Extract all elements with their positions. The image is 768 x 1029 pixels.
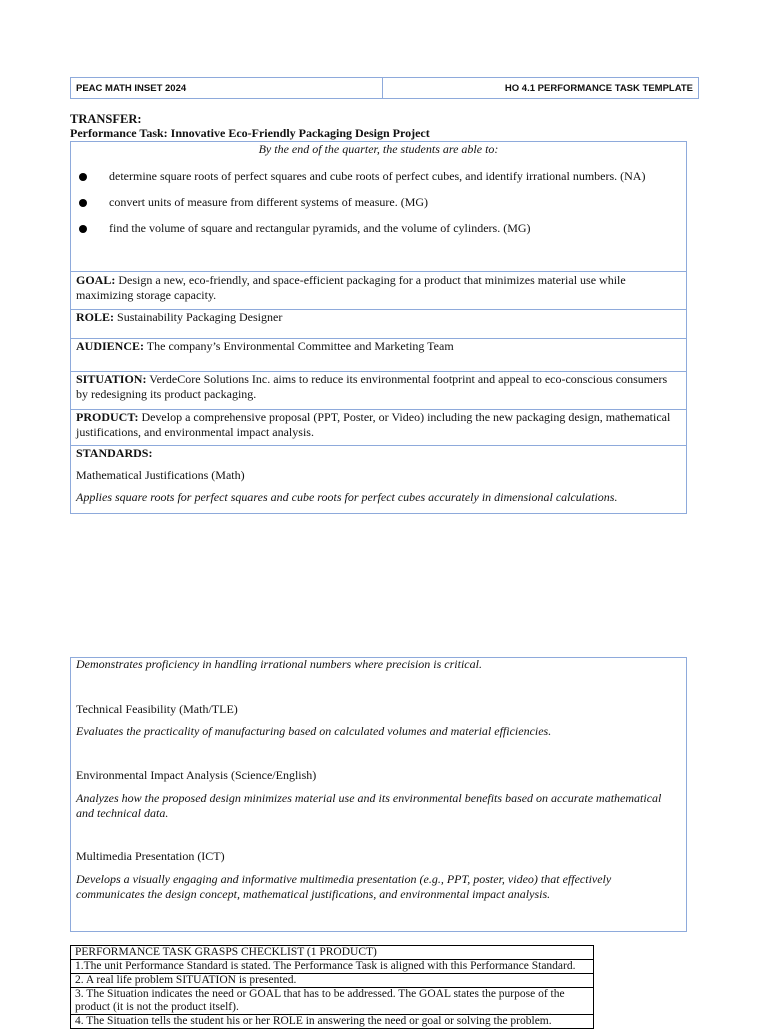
header-right-cell: HO 4.1 PERFORMANCE TASK TEMPLATE	[504, 82, 693, 94]
audience-text: The company’s Environmental Committee and Marketing Team	[144, 339, 454, 353]
competency-row	[71, 142, 686, 271]
situation-row	[71, 371, 686, 409]
standard-title: Environmental Impact Analysis (Science/English)	[76, 768, 317, 782]
situation-text: VerdeCore Solutions Inc. aims to reduce its environmental footprint and appeal to eco-conscious consumers by redesigning its product packaging.	[76, 372, 668, 401]
header-table	[70, 77, 699, 99]
role-label: ROLE:	[76, 310, 115, 324]
standard-description: Evaluates the practicality of manufacturing based on calculated volumes and material efficiencies.	[76, 724, 552, 738]
competency-item	[79, 169, 645, 184]
checklist-item: 3. The Situation indicates the need or GOAL that has to be addressed. The GOAL states the purpose of the product (it is not the product itself).	[71, 987, 593, 1014]
product-label: PRODUCT:	[76, 410, 139, 424]
checklist-item: 1.The unit Performance Standard is stated. The Performance Task is aligned with this Performance Standard.	[71, 959, 593, 973]
standards-continued-table	[70, 657, 687, 932]
standard-description: Develops a visually engaging and informative multimedia presentation (e.g., PPT, poster, video) that effectively communicates the design concept, mathematical justifications, and environmental impact analysis.	[76, 872, 612, 901]
standards-label: STANDARDS:	[76, 446, 153, 460]
competency-text: convert units of measure from different systems of measure. (MG)	[109, 195, 429, 209]
standards-row	[71, 445, 686, 513]
bullet-icon	[79, 225, 87, 233]
audience-row	[71, 338, 686, 371]
goal-label: GOAL:	[76, 273, 116, 287]
task-title: Performance Task: Innovative Eco-Friendly Packaging Design Project	[70, 126, 430, 140]
audience-label: AUDIENCE:	[76, 339, 145, 353]
standard-description: Analyzes how the proposed design minimizes material use and its environmental benefits based on accurate mathematical and technical data.	[76, 791, 662, 820]
bullet-icon	[79, 199, 87, 207]
transfer-label: TRANSFER:	[70, 112, 142, 126]
role-text: Sustainability Packaging Designer	[114, 310, 283, 324]
checklist-item: 2. A real life problem SITUATION is presented.	[71, 973, 593, 987]
checklist-title: PERFORMANCE TASK GRASPS CHECKLIST (1 PRODUCT)	[75, 946, 377, 958]
checklist-item: 4. The Situation tells the student his or her ROLE in answering the need or goal or solving the problem.	[71, 1014, 593, 1028]
grasps-checklist-table	[70, 945, 594, 1029]
standard-title: Multimedia Presentation (ICT)	[76, 849, 225, 863]
competency-text: find the volume of square and rectangular pyramids, and the volume of cylinders. (MG)	[109, 221, 531, 235]
standard-title: Technical Feasibility (Math/TLE)	[76, 702, 238, 716]
goal-text: Design a new, eco-friendly, and space-efficient packaging for a product that minimizes material use while maximizing storage capacity.	[76, 273, 626, 302]
standard-title: Mathematical Justifications (Math)	[76, 468, 245, 482]
competency-item	[79, 195, 428, 210]
role-row	[71, 309, 686, 338]
competency-item	[79, 221, 531, 236]
header-left-cell: PEAC MATH INSET 2024	[71, 78, 383, 98]
standard-description: Applies square roots for perfect squares and cube roots for perfect cubes accurately in dimensional calculations.	[76, 490, 618, 504]
grasps-table	[70, 141, 687, 514]
standard-description: Demonstrates proficiency in handling irrational numbers where precision is critical.	[76, 657, 482, 671]
product-text: Develop a comprehensive proposal (PPT, Poster, or Video) including the new packaging design, mathematical justifications, and environmental impact analysis.	[76, 410, 671, 439]
competency-text: determine square roots of perfect squares and cube roots of perfect cubes, and identify irrational numbers. (NA)	[109, 169, 646, 183]
competency-intro: By the end of the quarter, the students are able to:	[258, 142, 499, 156]
goal-row	[71, 271, 686, 309]
bullet-icon	[79, 173, 87, 181]
situation-label: SITUATION:	[76, 372, 147, 386]
product-row	[71, 409, 686, 445]
